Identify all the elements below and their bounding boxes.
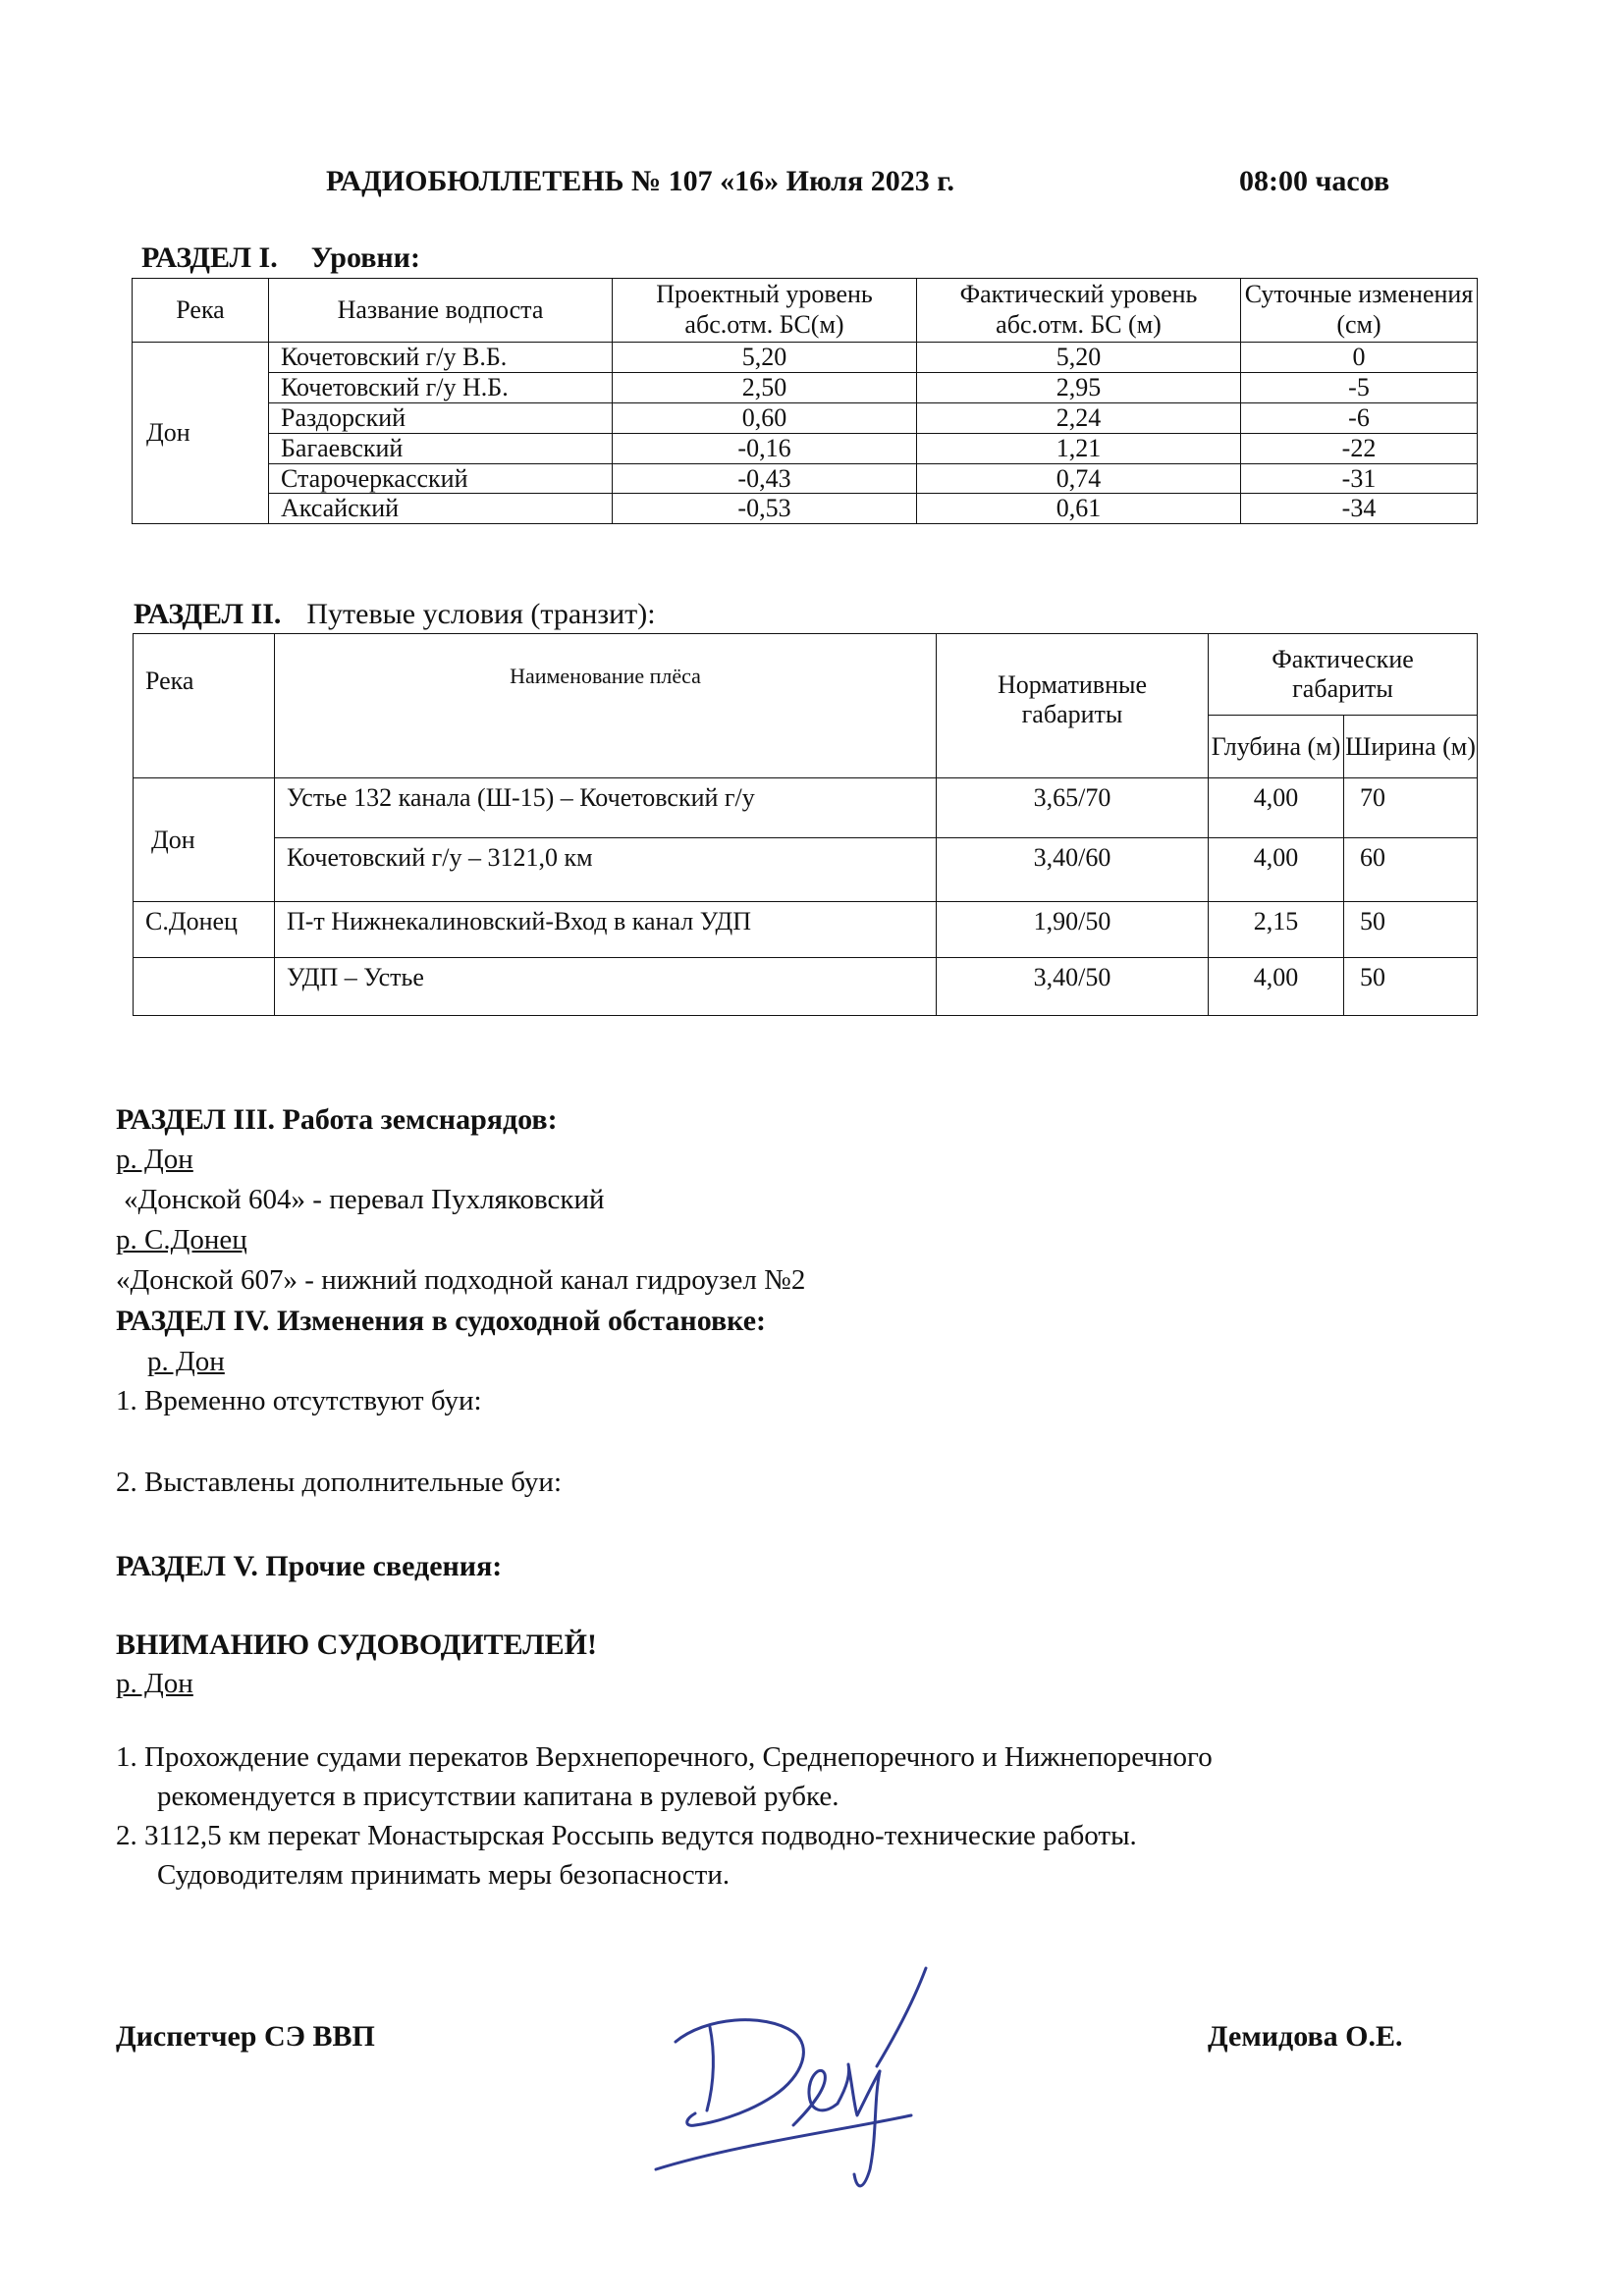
transit-row <box>134 778 1478 838</box>
gauge-name: Старочеркасский <box>269 463 613 494</box>
dredger-2: «Донской 607» - нижний подходной канал гидроузел №2 <box>116 1264 806 1296</box>
actual-level: 0,61 <box>917 494 1241 524</box>
col-gauge-name: Название водпоста <box>269 279 613 343</box>
gauge-name: Раздорский <box>269 402 613 433</box>
design-level: 5,20 <box>613 343 917 373</box>
transit-river-cell: С.Донец <box>134 902 275 958</box>
col-river: Река <box>133 279 269 343</box>
daily-change: -6 <box>1241 402 1478 433</box>
attention-river: р. Дон <box>116 1668 193 1699</box>
daily-change: -34 <box>1241 494 1478 524</box>
actual-depth: 4,00 <box>1209 958 1344 1016</box>
reach-name: П-т Нижнекалиновский-Вход в канал УДП <box>275 902 937 958</box>
norm-dims: 3,40/60 <box>937 838 1209 902</box>
norm-dims: 1,90/50 <box>937 902 1209 958</box>
actual-width: 70 <box>1344 778 1478 838</box>
col-design-level: Проектный уровень абс.отм. БС(м) <box>613 279 917 343</box>
section5-title: РАЗДЕЛ V. Прочие сведения: <box>116 1550 503 1582</box>
transit-col-reach: Наименование плёса <box>275 634 937 778</box>
transit-table <box>133 633 1478 1016</box>
design-level: -0,43 <box>613 463 917 494</box>
design-level: 2,50 <box>613 372 917 402</box>
norm-dims: 3,65/70 <box>937 778 1209 838</box>
section4-river: р. Дон <box>147 1346 225 1377</box>
actual-width: 50 <box>1344 902 1478 958</box>
actual-level: 2,95 <box>917 372 1241 402</box>
dredger-1: «Донской 604» - перевал Пухляковский <box>124 1184 605 1215</box>
attention-item-2: 2. 3112,5 км перекат Монастырская Россыпь ведутся подводно-технические работы. <box>116 1820 1137 1851</box>
bulletin-time: 08:00 часов <box>1239 165 1390 197</box>
missing-buoys: 1. Временно отсутствуют буи: <box>116 1385 482 1416</box>
section3-title: РАЗДЕЛ III. Работа земснарядов: <box>116 1103 558 1136</box>
levels-header-row <box>133 279 1478 343</box>
signature-image <box>617 1939 996 2233</box>
transit-river-cell: Дон <box>134 778 275 902</box>
attention-item-1: 1. Прохождение судами перекатов Верхнепоречного, Среднепоречного и Нижнепоречного <box>116 1741 1213 1773</box>
daily-change: -31 <box>1241 463 1478 494</box>
col-daily-change: Суточные изменения (см) <box>1241 279 1478 343</box>
gauge-name: Багаевский <box>269 433 613 463</box>
transit-col-fact: Фактические габариты <box>1209 634 1478 716</box>
dispatcher-position: Диспетчер СЭ ВВП <box>116 2020 375 2053</box>
attention-item-1-cont: рекомендуется в присутствии капитана в рулевой рубке. <box>157 1781 839 1812</box>
transit-row <box>134 838 1478 902</box>
levels-river-cell: Дон <box>133 343 269 524</box>
actual-depth: 4,00 <box>1209 838 1344 902</box>
transit-row <box>134 902 1478 958</box>
section2-title: РАЗДЕЛ II. Путевые условия (транзит): <box>134 598 656 630</box>
gauge-name: Кочетовский г/у Н.Б. <box>269 372 613 402</box>
actual-width: 50 <box>1344 958 1478 1016</box>
reach-name: УДП – Устье <box>275 958 937 1016</box>
attention-item-2-cont: Судоводителям принимать меры безопасности. <box>157 1859 731 1891</box>
norm-dims: 3,40/50 <box>937 958 1209 1016</box>
bulletin-title: РАДИОБЮЛЛЕТЕНЬ № 107 «16» Июля 2023 г. <box>326 165 954 197</box>
levels-row <box>133 343 1478 373</box>
actual-depth: 4,00 <box>1209 778 1344 838</box>
dispatcher-name: Демидова О.Е. <box>1208 2020 1403 2053</box>
transit-river-empty <box>134 958 275 1016</box>
section1-title: РАЗДЕЛ I. Уровни: <box>141 241 420 274</box>
attention-title: ВНИМАНИЮ СУДОВОДИТЕЛЕЙ! <box>116 1629 597 1661</box>
transit-col-depth: Глубина (м) <box>1209 716 1344 778</box>
levels-row <box>133 372 1478 402</box>
actual-level: 0,74 <box>917 463 1241 494</box>
design-level: -0,16 <box>613 433 917 463</box>
gauge-name: Кочетовский г/у В.Б. <box>269 343 613 373</box>
design-level: 0,60 <box>613 402 917 433</box>
actual-level: 2,24 <box>917 402 1241 433</box>
daily-change: 0 <box>1241 343 1478 373</box>
actual-depth: 2,15 <box>1209 902 1344 958</box>
levels-row <box>133 494 1478 524</box>
transit-col-river: Река <box>134 634 275 778</box>
levels-row <box>133 402 1478 433</box>
daily-change: -22 <box>1241 433 1478 463</box>
gauge-name: Аксайский <box>269 494 613 524</box>
col-actual-level: Фактический уровень абс.отм. БС (м) <box>917 279 1241 343</box>
section4-title: РАЗДЕЛ IV. Изменения в судоходной обстановке: <box>116 1305 767 1337</box>
daily-change: -5 <box>1241 372 1478 402</box>
transit-col-norm: Нормативные габариты <box>937 634 1209 778</box>
levels-row <box>133 433 1478 463</box>
actual-width: 60 <box>1344 838 1478 902</box>
actual-level: 5,20 <box>917 343 1241 373</box>
levels-table <box>132 278 1478 524</box>
reach-name: Устье 132 канала (Ш-15) – Кочетовский г/у <box>275 778 937 838</box>
reach-name: Кочетовский г/у – 3121,0 км <box>275 838 937 902</box>
levels-row <box>133 463 1478 494</box>
extra-buoys: 2. Выставлены дополнительные буи: <box>116 1467 563 1498</box>
design-level: -0,53 <box>613 494 917 524</box>
actual-level: 1,21 <box>917 433 1241 463</box>
transit-col-width: Ширина (м) <box>1344 716 1478 778</box>
section3-river-don: р. Дон <box>116 1144 193 1175</box>
transit-row <box>134 958 1478 1016</box>
section3-river-donets: р. С.Донец <box>116 1224 247 1255</box>
